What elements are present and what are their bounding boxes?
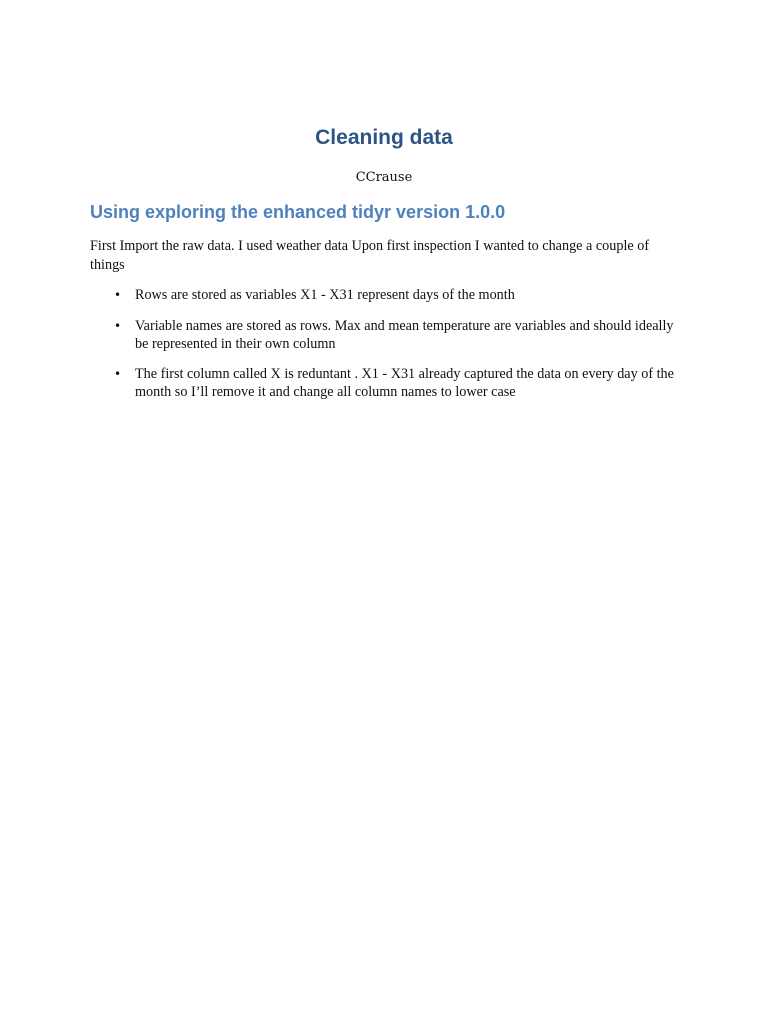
intro-paragraph: First Import the raw data. I used weather data Upon first inspection I wanted to change a couple of things [90,238,650,273]
bullet-item [90,365,690,402]
bullet-list [90,286,690,414]
bullet-text: The first column called X is reduntant . X1 - X31 already captured the data on every day of the month so I’ll remove it and change all column names to lower case [135,365,674,400]
bullet-item [90,317,690,354]
author-name: CCrause [355,170,413,185]
bullet-icon: • [114,318,122,333]
document-title: Cleaning data [315,126,453,149]
bullet-text: Variable names are stored as rows. Max and mean temperature are variables and should ideally be represented in their own column [135,317,674,352]
section-heading: Using exploring the enhanced tidyr version 1.0.0 [90,202,506,222]
bullet-item [90,286,690,305]
bullet-icon: • [114,288,122,302]
bullet-icon: • [114,366,122,381]
bullet-text: Rows are stored as variables X1 - X31 represent days of the month [135,287,515,303]
